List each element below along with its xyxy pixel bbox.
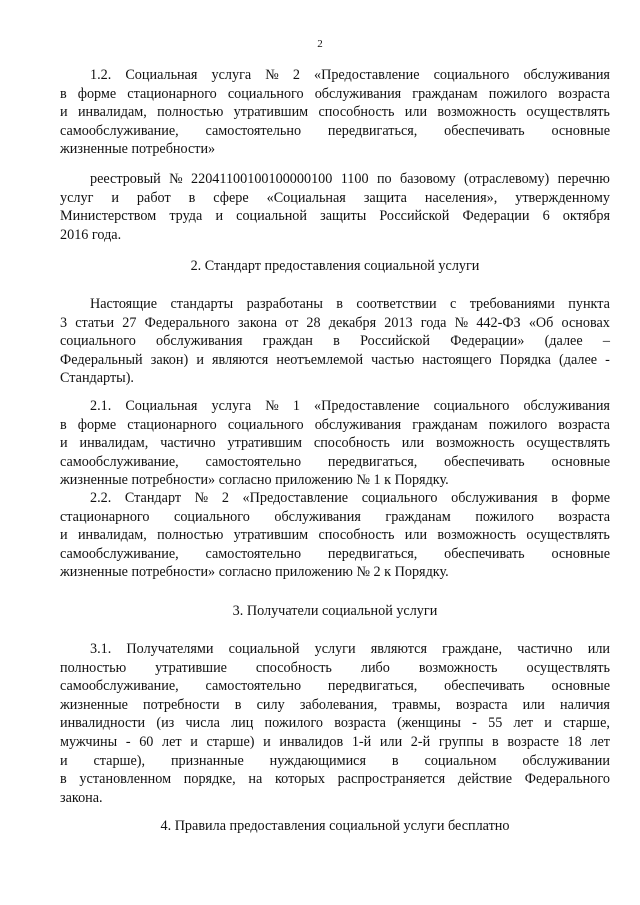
word: полностью — [157, 527, 224, 544]
text-line — [60, 416, 610, 435]
word: основные — [551, 122, 610, 139]
word: Получателями — [126, 641, 214, 657]
word: 1.2. — [90, 67, 112, 83]
word: № — [265, 67, 279, 83]
word: распространяется — [337, 771, 446, 788]
word: обслуживания — [314, 416, 402, 433]
word: самообслуживание, — [60, 545, 179, 562]
word: обслуживания — [274, 508, 361, 525]
word: потребности — [143, 696, 220, 713]
word: форме — [77, 85, 117, 102]
word: (отраслевому) — [463, 171, 550, 187]
word: (далее — [559, 351, 598, 368]
word: года — [420, 314, 447, 331]
word: старше), — [93, 752, 146, 769]
text-line — [60, 103, 610, 122]
word: возраста — [334, 715, 386, 732]
word: способность — [313, 435, 390, 452]
text-line — [60, 351, 610, 370]
text-line — [60, 752, 610, 771]
word: нуждающимися — [269, 752, 366, 769]
word: утратившим — [233, 104, 309, 121]
word: 3.1. — [90, 641, 112, 657]
word: № — [169, 171, 183, 187]
word: пожилого — [488, 85, 548, 102]
word: частично — [160, 435, 216, 452]
word: способность — [318, 104, 395, 121]
word: утвержденному — [515, 189, 610, 206]
word: мужчины — [60, 733, 118, 750]
word: 2 — [292, 67, 300, 83]
word: по — [376, 171, 392, 187]
word: обслуживания — [523, 398, 610, 414]
word: лиц — [231, 715, 254, 732]
word: социального — [433, 67, 510, 83]
word: соответствии — [356, 296, 437, 312]
text-line — [60, 207, 610, 226]
word: обеспечивать — [444, 678, 525, 695]
word: 1 — [292, 398, 300, 414]
word: Федерального — [144, 314, 230, 331]
word: основах — [561, 314, 610, 331]
word: силу — [256, 696, 285, 713]
word: частично — [517, 641, 573, 657]
word: 2.1. — [90, 398, 112, 414]
page-number: 2 — [317, 38, 323, 50]
word: № — [454, 314, 469, 331]
word: передвигаться, — [327, 545, 418, 562]
word: Социальная — [125, 67, 198, 83]
text-line — [60, 714, 610, 733]
word: перечню — [557, 171, 610, 187]
word: обслуживания — [523, 67, 610, 83]
word: работ — [136, 189, 171, 206]
word: травмы, — [392, 696, 441, 713]
text-line — [60, 733, 610, 752]
word: являются — [370, 641, 427, 657]
word: и — [196, 351, 204, 368]
word: услуг — [60, 189, 94, 206]
word: и — [215, 208, 224, 225]
paragraph — [60, 397, 610, 490]
word: или — [522, 696, 545, 713]
text-line: жизненные потребности» согласно приложению № 1 к Порядку. — [60, 472, 449, 489]
word: на — [248, 771, 263, 788]
text-line — [60, 489, 610, 508]
word: в — [60, 85, 67, 102]
word: 1-й — [351, 733, 372, 750]
word: Федерации — [462, 208, 530, 225]
word: Федерального — [524, 771, 610, 788]
word: закона — [237, 314, 277, 331]
word: № — [194, 490, 209, 506]
word: признанные — [170, 752, 244, 769]
word: граждан — [262, 333, 313, 350]
text-line — [60, 85, 610, 104]
word: в — [551, 490, 558, 506]
word: инвалидам, — [77, 104, 147, 121]
word: старше, — [563, 715, 610, 732]
text-line — [60, 526, 610, 545]
word: - — [605, 351, 610, 368]
word: или — [404, 527, 428, 544]
section-heading — [60, 257, 610, 276]
word: пожилого — [264, 715, 324, 732]
word: или — [404, 104, 428, 121]
word: 3 — [60, 314, 68, 331]
text-line — [60, 545, 610, 564]
word: самостоятельно — [205, 545, 302, 562]
word: с — [449, 296, 457, 312]
word: самостоятельно — [205, 678, 302, 695]
word: 27 — [122, 314, 137, 331]
word: октября — [562, 208, 610, 225]
word: инвалидов — [279, 733, 344, 750]
word: лет — [590, 733, 610, 750]
word: пожилого — [488, 416, 548, 433]
word: стационарного — [60, 508, 150, 525]
word: 1100 — [340, 171, 369, 187]
word: 60 — [139, 733, 154, 750]
word: Социальная — [125, 398, 198, 414]
word: и — [263, 733, 271, 750]
word: настоящего — [422, 351, 492, 368]
word: передвигаться, — [327, 122, 418, 139]
word: способность — [255, 659, 332, 676]
word: социальной — [236, 208, 307, 225]
word: в — [234, 696, 242, 713]
word: полностью — [157, 104, 224, 121]
word: гражданам — [412, 85, 478, 102]
word: - — [125, 733, 131, 750]
word: 6 — [542, 208, 550, 225]
word: самообслуживание, — [60, 678, 179, 695]
text-line: 2016 года. — [60, 226, 122, 243]
word: форме — [571, 490, 610, 506]
word: утратившим — [233, 527, 309, 544]
word: социальной — [228, 641, 300, 657]
word: от — [285, 314, 299, 331]
word: инвалидам, — [77, 527, 147, 544]
text-line: Стандарты). — [60, 370, 134, 387]
text-line — [60, 453, 610, 472]
word: в — [60, 771, 67, 788]
word: возможность — [418, 659, 498, 676]
word: социального — [60, 333, 136, 350]
paragraph — [60, 170, 610, 244]
text-line: жизненные потребности» согласно приложению № 2 к Порядку. — [60, 564, 449, 581]
word: или — [401, 435, 425, 452]
word: труда — [169, 208, 203, 225]
word: сфере — [213, 189, 249, 206]
word: осуществлять — [526, 527, 610, 544]
word: Настоящие — [90, 296, 158, 312]
word: 22041100100100000100 — [191, 171, 333, 187]
text-line: закона. — [60, 789, 103, 806]
word: жизненные — [60, 696, 128, 713]
word: Российской — [379, 208, 450, 225]
word: наличия — [560, 696, 610, 713]
word: являются — [212, 351, 269, 368]
word: самообслуживание, — [60, 453, 179, 470]
word: Федеральный — [60, 351, 143, 368]
word: лет — [513, 715, 534, 732]
text-line — [60, 295, 610, 314]
word: и — [60, 527, 68, 544]
word: в — [188, 189, 196, 206]
text-line: жизненные потребности» — [60, 141, 216, 158]
word: возраста — [558, 416, 610, 433]
word: (женщины — [397, 715, 461, 732]
text-line — [60, 170, 610, 189]
word: или — [379, 733, 403, 750]
text-line — [60, 434, 610, 453]
section-heading — [60, 817, 610, 836]
word: «Предоставление — [242, 490, 349, 506]
word: декабря — [328, 314, 377, 331]
word: инвалидам, — [79, 435, 149, 452]
word: статьи — [75, 314, 115, 331]
word: услуга — [211, 67, 252, 83]
word: действие — [457, 771, 513, 788]
word: осуществлять — [526, 104, 610, 121]
text-line: 2. Стандарт предоставления социальной услуги — [190, 258, 480, 274]
word: в — [391, 752, 399, 769]
word: утратившим — [227, 435, 302, 452]
word: гражданам — [412, 416, 478, 433]
word: возможность — [437, 104, 517, 121]
word: форме — [77, 416, 117, 433]
word: пункта — [568, 296, 610, 312]
word: в — [492, 733, 499, 750]
word: и — [190, 733, 198, 750]
word: заболевания, — [299, 696, 378, 713]
word: в — [333, 333, 340, 350]
word: защита — [363, 189, 407, 206]
word: социального — [361, 490, 438, 506]
word: защиты — [320, 208, 367, 225]
word: обеспечивать — [444, 453, 525, 470]
word: основные — [551, 453, 610, 470]
word: гражданам — [385, 508, 451, 525]
word: осуществлять — [526, 435, 610, 452]
word: обслуживании — [522, 752, 610, 769]
word: «Социальная — [266, 189, 346, 206]
word: в — [60, 416, 67, 433]
word: частью — [371, 351, 415, 368]
word: требованиями — [469, 296, 555, 312]
word: самообслуживание, — [60, 122, 179, 139]
word: 2 — [221, 490, 229, 506]
word: возможность — [437, 527, 517, 544]
word: социальном — [424, 752, 497, 769]
word: группы — [438, 733, 484, 750]
word: 2-й — [410, 733, 431, 750]
word: передвигаться, — [327, 678, 418, 695]
word: 28 — [306, 314, 321, 331]
word: «Предоставление — [313, 398, 420, 414]
word: возможность — [435, 435, 515, 452]
word: возрасте — [507, 733, 559, 750]
word: стационарного — [127, 416, 217, 433]
word: социального — [174, 508, 250, 525]
word: установленном — [79, 771, 172, 788]
word: реестровый — [90, 171, 161, 187]
text-line — [60, 640, 610, 659]
word: и — [60, 435, 68, 452]
word: числа — [185, 715, 220, 732]
word: самостоятельно — [205, 122, 302, 139]
word: утратившие — [155, 659, 227, 676]
word: № — [265, 398, 279, 414]
text-line — [60, 508, 610, 527]
word: обеспечивать — [444, 545, 525, 562]
word: в — [336, 296, 343, 312]
word: услуга — [211, 398, 252, 414]
text-line — [60, 332, 610, 351]
text-line — [60, 122, 610, 141]
word: (далее — [544, 333, 583, 350]
word: 55 — [488, 715, 503, 732]
word: пожилого — [475, 508, 534, 525]
word: базовому — [399, 171, 456, 187]
text-line — [60, 314, 610, 333]
word: и — [544, 715, 552, 732]
text-line: 3. Получатели социальной услуги — [232, 603, 438, 619]
word: порядке, — [183, 771, 236, 788]
word: и — [111, 189, 119, 206]
word: неотъемлемой — [276, 351, 364, 368]
word: 18 — [567, 733, 582, 750]
word: (из — [156, 715, 175, 732]
paragraph — [60, 640, 610, 807]
text-line — [60, 696, 610, 715]
word: граждане, — [442, 641, 503, 657]
word: которых — [275, 771, 325, 788]
section-heading — [60, 602, 610, 621]
word: Министерством — [60, 208, 157, 225]
word: закон) — [150, 351, 189, 368]
text-line — [60, 397, 610, 416]
word: самостоятельно — [205, 453, 302, 470]
paragraph — [60, 66, 610, 159]
word: способность — [318, 527, 395, 544]
word: 2.2. — [90, 490, 112, 506]
paragraph — [60, 489, 610, 582]
word: или — [587, 641, 610, 657]
word: основные — [551, 545, 610, 562]
text-line — [60, 770, 610, 789]
word: обслуживания — [156, 333, 243, 350]
word: либо — [360, 659, 390, 676]
word: основные — [551, 678, 610, 695]
word: – — [602, 333, 610, 350]
word: Федерации» — [450, 333, 525, 350]
word: «Предоставление — [313, 67, 420, 83]
word: «Об — [528, 314, 554, 331]
text-line — [60, 66, 610, 85]
text-line — [60, 659, 610, 678]
word: обеспечивать — [444, 122, 525, 139]
word: возраста — [558, 508, 610, 525]
word: старше) — [206, 733, 255, 750]
word: осуществлять — [526, 659, 610, 676]
text-line — [60, 677, 610, 696]
word: и — [60, 752, 68, 769]
word: Российской — [360, 333, 430, 350]
word: 442-ФЗ — [476, 314, 521, 331]
word: передвигаться, — [327, 453, 418, 470]
word: возраста — [558, 85, 610, 102]
word: Порядка — [499, 351, 551, 368]
word: Стандарт — [124, 490, 182, 506]
word: лет — [162, 733, 182, 750]
word: услуги — [314, 641, 356, 657]
word: возраста — [455, 696, 508, 713]
word: стандарты — [170, 296, 234, 312]
word: населения», — [424, 189, 498, 206]
word: социального — [227, 85, 304, 102]
word: стационарного — [127, 85, 217, 102]
word: - — [472, 715, 477, 732]
word: и — [60, 104, 68, 121]
text-line — [60, 189, 610, 208]
word: инвалидности — [60, 715, 146, 732]
paragraph — [60, 295, 610, 388]
word: социального — [433, 398, 510, 414]
word: полностью — [60, 659, 127, 676]
word: социального — [227, 416, 304, 433]
text-line: 4. Правила предоставления социальной услуги бесплатно — [160, 818, 510, 834]
word: обслуживания — [451, 490, 538, 506]
word: 2013 — [384, 314, 413, 331]
word: обслуживания — [314, 85, 402, 102]
word: разработаны — [246, 296, 323, 312]
